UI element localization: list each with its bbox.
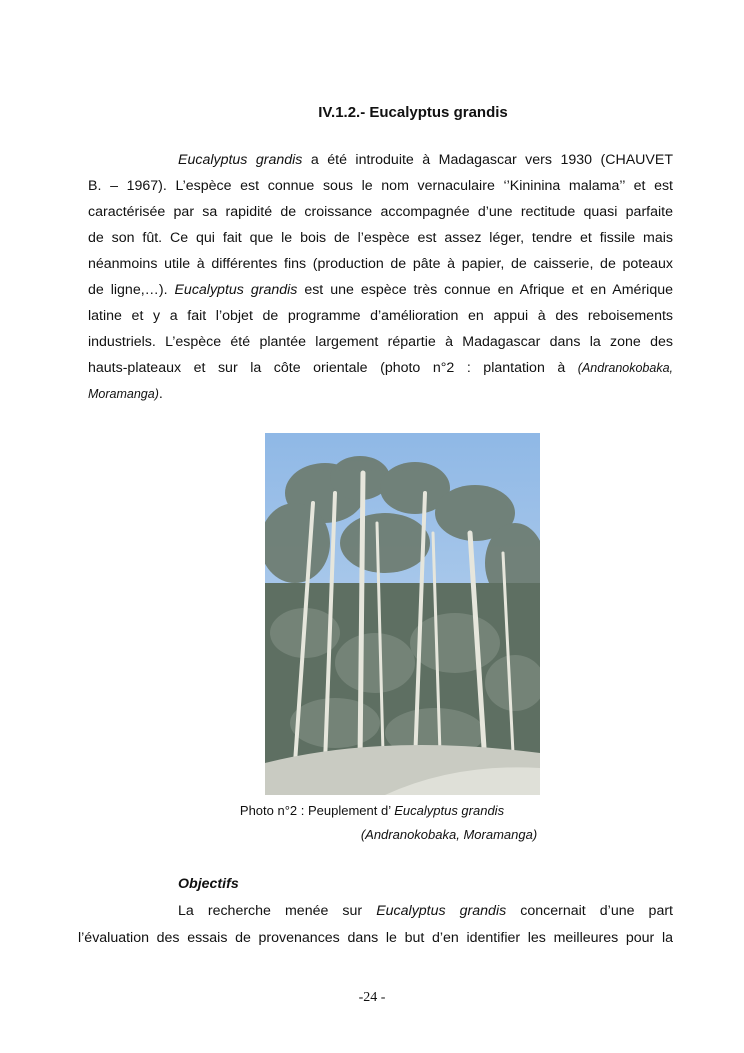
paragraph-line: caractérisée par sa rapidité de croissance accompagnée d’une rectitude quasi parfaite	[88, 204, 673, 220]
objectifs-heading: Objectifs	[178, 876, 239, 892]
species-name: Eucalyptus grandis	[178, 152, 303, 168]
paragraph-line: industriels. L’espèce été plantée largement répartie à Madagascar dans la zone des	[88, 334, 673, 350]
paragraph-line: de ligne,…). Eucalyptus grandis est une espèce très connue en Afrique et en Amérique	[88, 282, 673, 298]
paragraph-line: La recherche menée sur Eucalyptus grandis concernait d’une part	[178, 903, 673, 919]
section-title: IV.1.2.- Eucalyptus grandis	[318, 104, 508, 121]
paragraph-line: de son fût. Ce qui fait que le bois de l’espèce est assez léger, tendre et fissile mais	[88, 230, 673, 246]
eucalyptus-photo	[265, 433, 540, 795]
photo-caption: Photo n°2 : Peuplement d’ Eucalyptus grandis	[239, 803, 505, 818]
paragraph-line: néanmoins utile à différentes fins (production de pâte à papier, de caisserie, de poteaux	[88, 256, 673, 272]
paragraph-line: Eucalyptus grandis a été introduite à Madagascar vers 1930 (CHAUVET	[178, 152, 673, 168]
photo-caption-location: (Andranokobaka, Moramanga)	[360, 827, 538, 842]
paragraph-line: l’évaluation des essais de provenances dans le but d’en identifier les meilleures pour la	[78, 930, 673, 946]
page-number: -24 -	[358, 990, 386, 1005]
species-name: Eucalyptus grandis	[376, 903, 507, 919]
paragraph-line: B. – 1967). L’espèce est connue sous le nom vernaculaire ‘’Kininina malama’’ et est	[88, 178, 673, 194]
location-name: Moramanga)	[88, 387, 159, 401]
species-name: Eucalyptus grandis	[174, 282, 298, 298]
paragraph-line: Moramanga).	[88, 386, 163, 402]
paragraph-line: latine et y a fait l’objet de programme d’amélioration en appui à des reboisements	[88, 308, 673, 324]
paragraph-line: hauts-plateaux et sur la côte orientale (photo n°2 : plantation à (Andranokobaka,	[88, 360, 673, 376]
location-name: (Andranokobaka,	[577, 361, 673, 375]
